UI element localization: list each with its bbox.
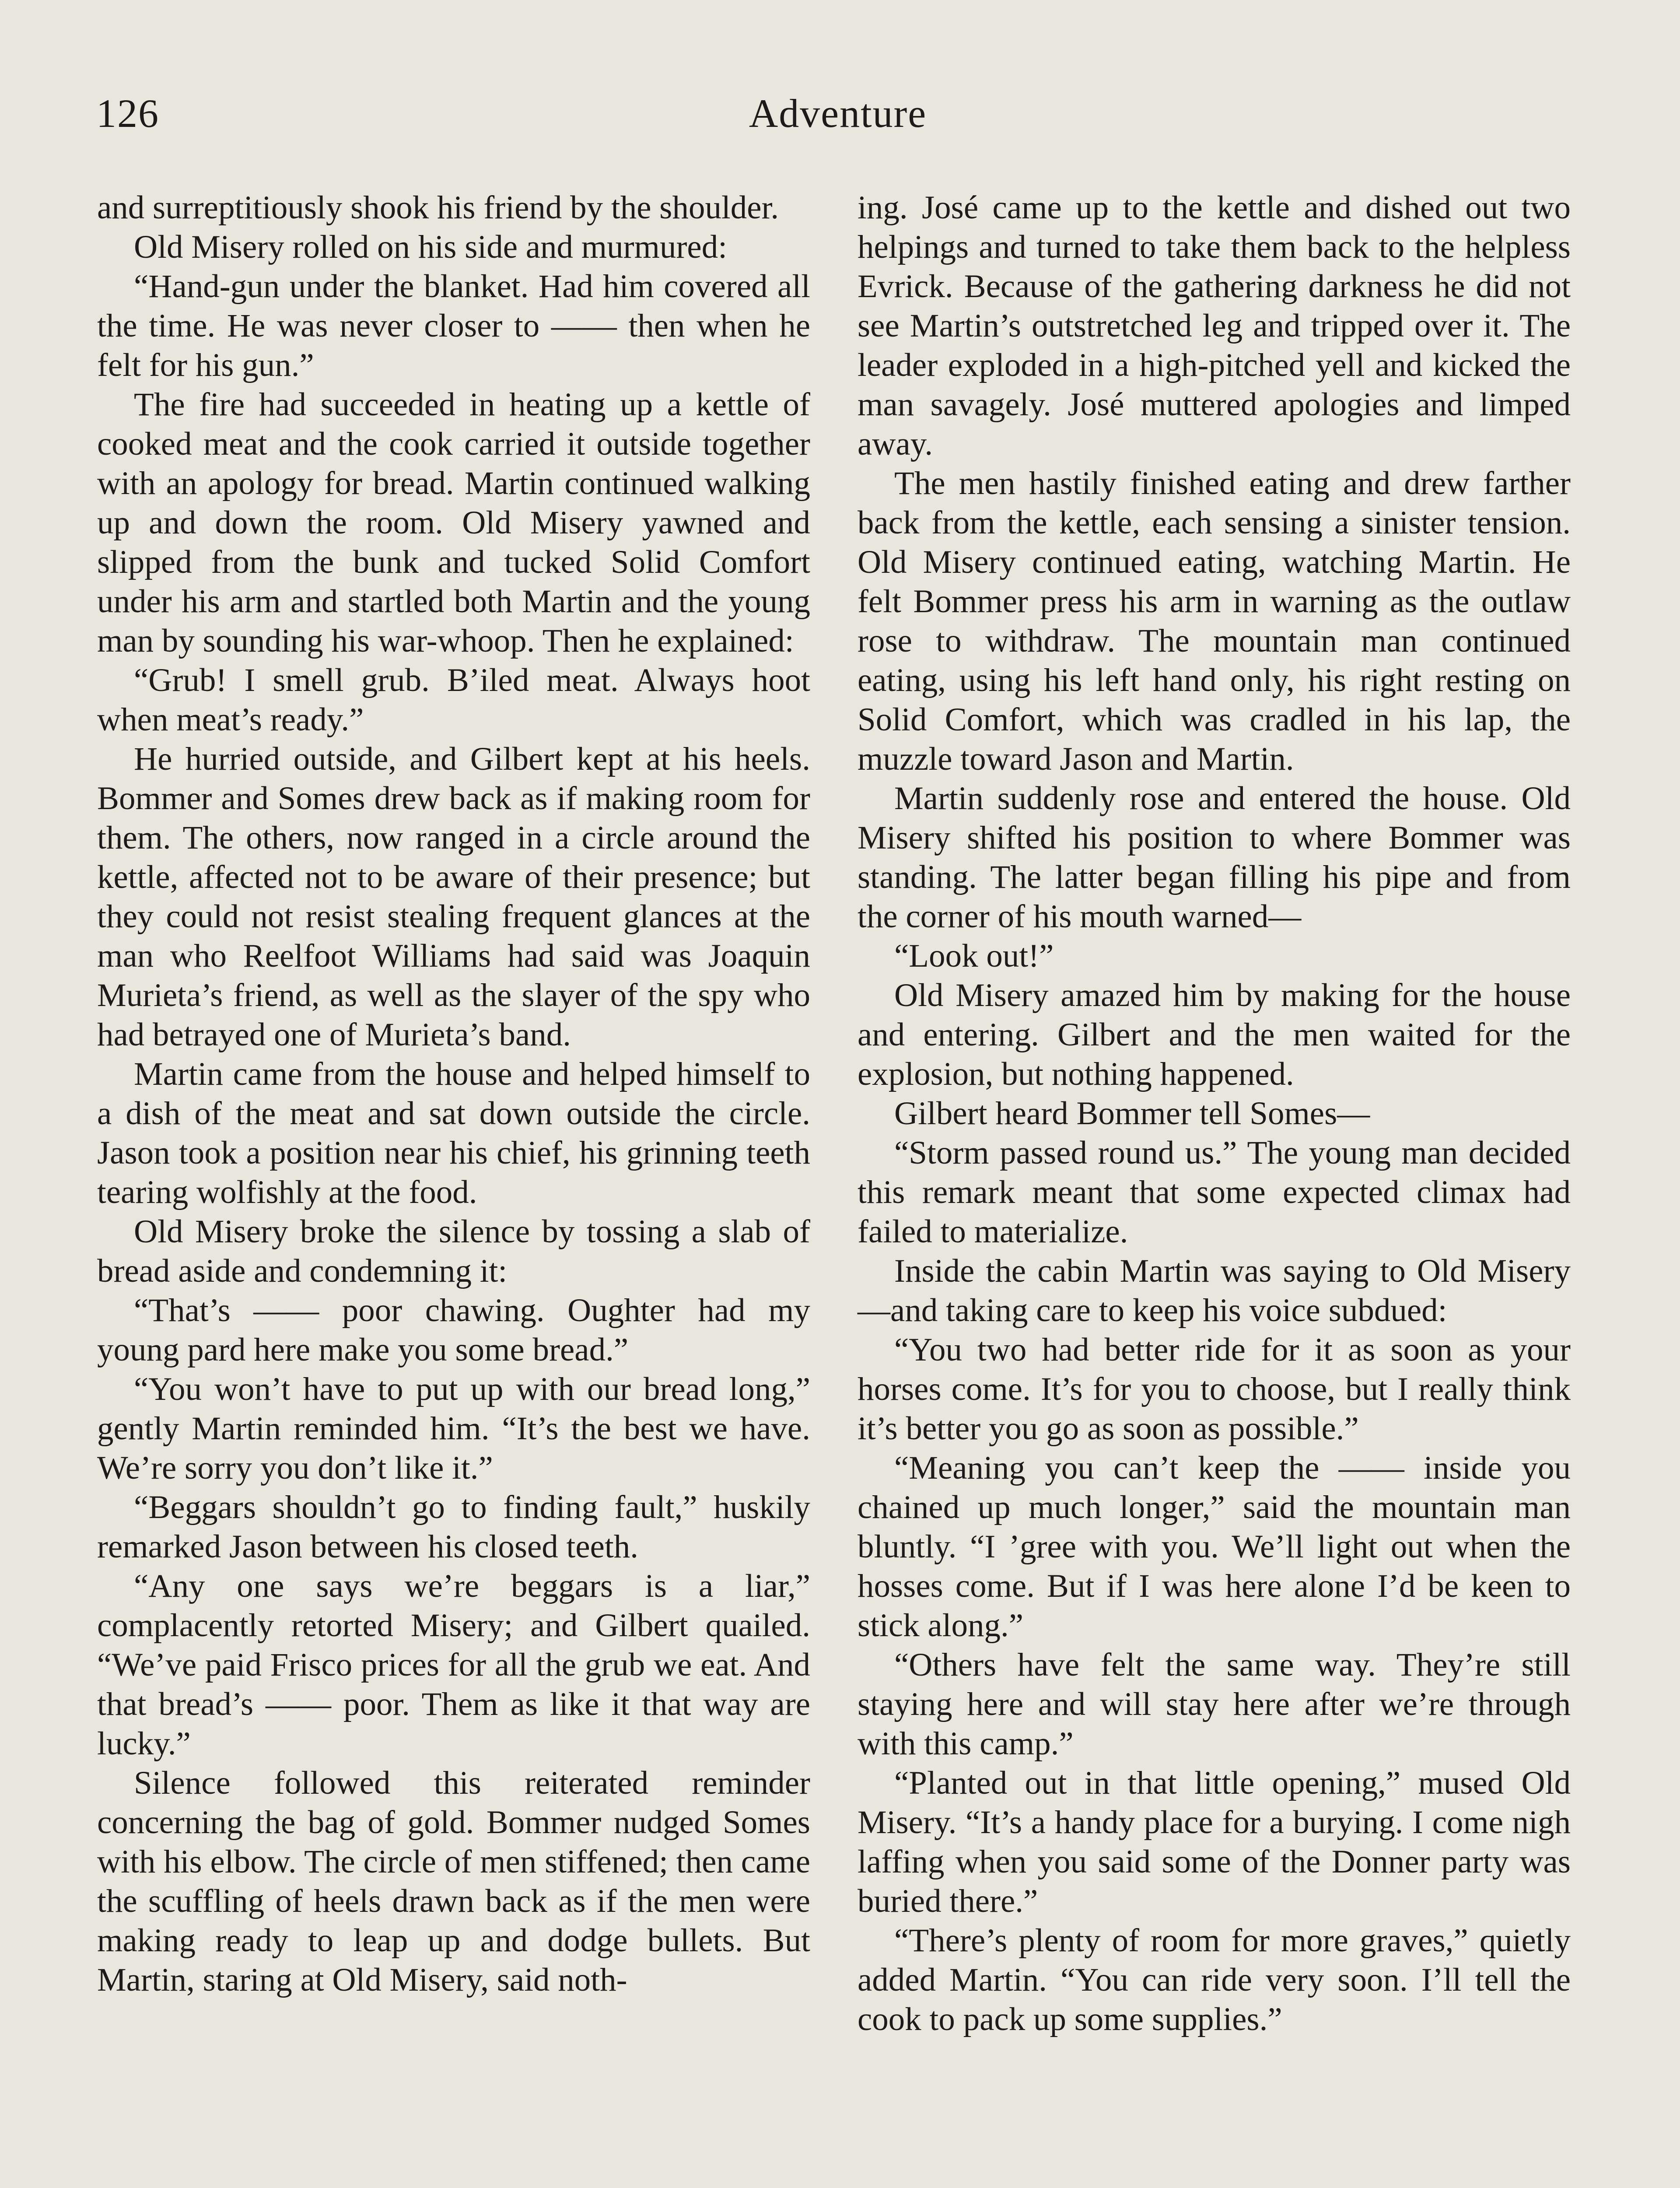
paragraph: Old Misery broke the silence by tossing a slab of bread aside and condemning it: [97,1213,810,1289]
paragraph: “Meaning you can’t keep the —— inside you chained up much longer,” said the mountain man bluntly. “I ’gree with you. We’ll light out when the hosses come. But if I was here alone I’d be keen to stick along.” [858,1450,1571,1644]
paragraph: “Grub! I smell grub. B’iled meat. Always hoot when meat’s ready.” [97,662,810,738]
paragraph: Silence followed this reiterated reminder concerning the bag of gold. Bommer nudged Somes with his elbow. The circle of men stiffened; then came the scuffling of heels drawn back as if the men were making ready to leap up and dodge bullets. But Martin, staring at Old Misery, said noth- [97,1765,810,1998]
paragraph: “Any one says we’re beggars is a liar,” complacently retorted Misery; and Gilbert quailed. “We’ve paid Frisco prices for all the grub we eat. And that bread’s —— poor. Them as like it that way are lucky.” [97,1568,810,1762]
paragraph: “Others have felt the same way. They’re still staying here and will stay here after we’re through with this camp.” [858,1647,1571,1762]
paragraph: and surreptitiously shook his friend by the shoulder. [97,189,779,226]
paragraph: The fire had succeeded in heating up a kettle of cooked meat and the cook carried it outside together with an apology for bread. Martin continued walking up and down the room. Old Misery yawned and slipped from the bunk and tucked Solid Comfort under his arm and startled both Martin and the young man by sounding his war-whoop. Then he explained: [97,386,810,659]
paragraph: “That’s —— poor chawing. Oughter had my young pard here make you some bread.” [97,1292,810,1368]
paragraph: “Look out!” [894,938,1054,974]
paragraph: The men hastily finished eating and drew farther back from the kettle, each sensing a sinister tension. Old Misery continued eating, watching Martin. He felt Bommer press his arm in warning as the outlaw rose to withdraw. The mountain man continued eating, using his left hand only, his right resting on Solid Comfort, which was cradled in his lap, the muzzle toward Jason and Martin. [858,465,1571,777]
paragraph: Inside the cabin Martin was saying to Old Misery—and taking care to keep his voice subdued: [858,1253,1571,1329]
paragraph: “Beggars shouldn’t go to finding fault,” huskily remarked Jason between his closed teeth. [97,1489,810,1565]
paragraph: “Storm passed round us.” The young man decided this remark meant that some expected climax had failed to materialize. [858,1135,1571,1250]
paragraph: ing. José came up to the kettle and dished out two helpings and turned to take them back to the helpless Evrick. Because of the gathering darkness he did not see Martin’s outstretched leg and tripped over it. The leader exploded in a high-pitched yell and kicked the man savagely. José muttered apologies and limped away. [858,189,1571,462]
left-column [97,188,810,2000]
paragraph: “There’s plenty of room for more graves,” quietly added Martin. “You can ride very soon. I’ll tell the cook to pack up some supplies.” [858,1922,1571,2037]
paragraph: Old Misery amazed him by making for the house and entering. Gilbert and the men waited for the explosion, but nothing happened. [858,977,1571,1092]
right-column [858,188,1571,2039]
paragraph: “You two had better ride for it as soon as your horses come. It’s for you to choose, but I really think it’s better you go as soon as possible.” [858,1332,1571,1447]
page-header [96,86,1579,147]
paragraph: Gilbert heard Bommer tell Somes— [894,1095,1370,1132]
paragraph: Old Misery rolled on his side and murmured: [134,229,728,265]
paragraph: Martin suddenly rose and entered the house. Old Misery shifted his position to where Bommer was standing. The latter began filling his pipe and from the corner of his mouth warned— [858,780,1571,935]
page-number: 126 [96,91,159,136]
paragraph: Martin came from the house and helped himself to a dish of the meat and sat down outside the circle. Jason took a position near his chief, his grinning teeth tearing wolfishly at the food. [97,1056,810,1210]
paragraph: He hurried outside, and Gilbert kept at his heels. Bommer and Somes drew back as if making room for them. The others, now ranged in a circle around the kettle, affected not to be aware of their presence; but they could not resist stealing frequent glances at the man who Reelfoot Williams had said was Joaquin Murieta’s friend, as well as the slayer of the spy who had betrayed one of Murieta’s band. [97,741,810,1053]
paragraph: “Planted out in that little opening,” mused Old Misery. “It’s a handy place for a burying. I come nigh laffing when you said some of the Donner party was buried there.” [858,1765,1571,1919]
paragraph: “You won’t have to put up with our bread long,” gently Martin reminded him. “It’s the best we have. We’re sorry you don’t like it.” [97,1371,810,1486]
paragraph: “Hand-gun under the blanket. Had him covered all the time. He was never closer to —— then when he felt for his gun.” [97,268,810,383]
running-head: Adventure [749,91,927,136]
